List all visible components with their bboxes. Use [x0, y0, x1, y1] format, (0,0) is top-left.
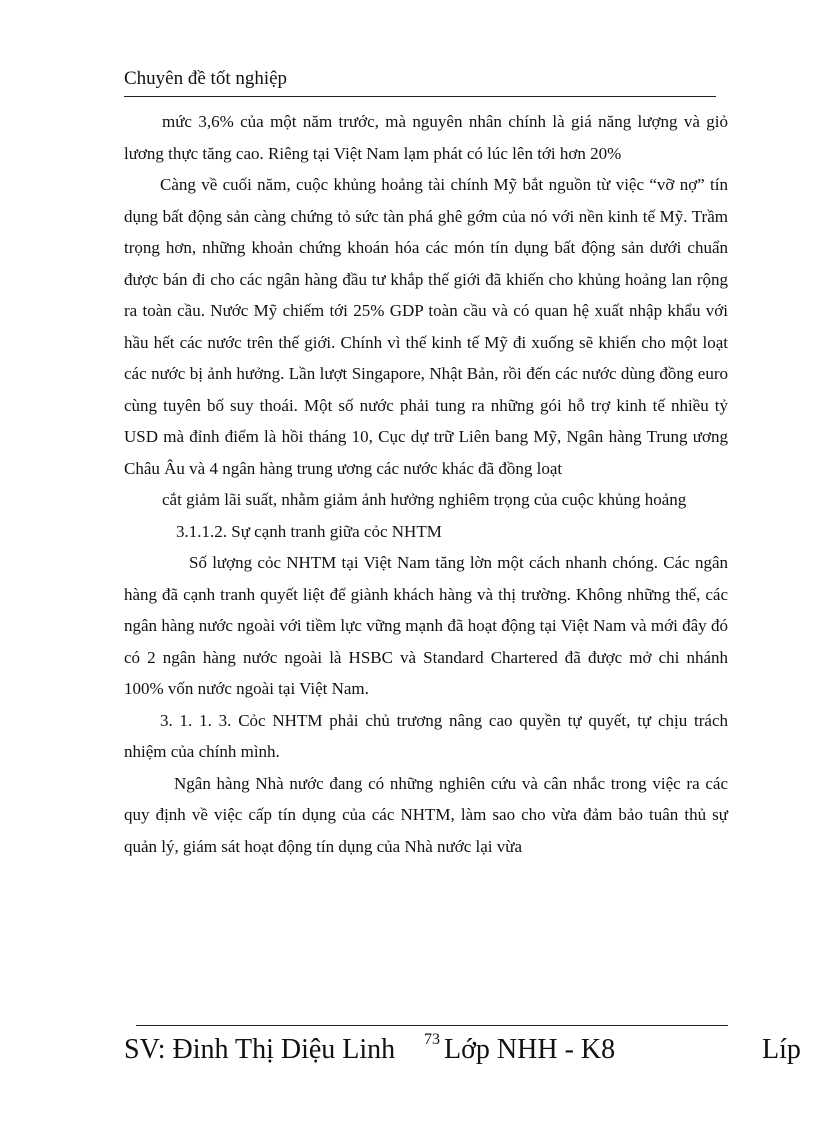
section-heading-competition: 3.1.1.2. Sự cạnh tranh giữa cỏc NHTM — [176, 521, 442, 541]
footer-extra-label: Líp — [762, 1034, 801, 1065]
paragraph-state-bank: Ngân hàng Nhà nước đang có những nghiên cứu và cân nhắc trong việc ra các quy định về việc cấp tín dụng của các NHTM, làm sao cho vừa đảm bảo tuân thủ sự quản lý, giám sát hoạt động tín dụng của Nhà nước lại vừa — [124, 773, 728, 856]
footer-class-label: Lớp NHH - K8 — [444, 1034, 616, 1065]
section-heading-autonomy: 3. 1. 1. 3. Cỏc NHTM phải chủ trương nâng cao quyền tự quyết, tự chịu trách nhiệm của chính mình. — [124, 710, 728, 761]
paragraph-us-crisis: Càng về cuối năm, cuộc khủng hoảng tài chính Mỹ bắt nguồn từ việc “vỡ nợ” tín dụng bất động sản càng chứng tỏ sức tàn phá ghê gớm của nó với nền kinh tế Mỹ. Trầm trọng hơn, những khoản chứng khoán hóa các món tín dụng bất động sản dưới chuẩn được bán đi cho các ngân hàng đầu tư khắp thế giới đã khiến cho khủng hoảng lan rộng ra toàn cầu. Nước Mỹ chiếm tới 25% GDP toàn cầu và có quan hệ xuất nhập khẩu với hầu hết các nước trên thế giới. Chính vì thế kinh tế Mỹ đi xuống sẽ khiến cho một loạt các nước bị ảnh hưởng. Lần lượt Singapore, Nhật Bản, rồi đến các nước dùng đồng euro cùng tuyên bố suy thoái. Một số nước phải tung ra những gói hỗ trợ kinh tế nhiều tỷ USD mà đỉnh điểm là hồi tháng 10, Cục dự trữ Liên bang Mỹ, Ngân hàng Trung ương Châu Âu và 4 ngân hàng trung ương các nước khác đã đồng loạt — [124, 175, 728, 478]
footer-divider — [136, 1025, 728, 1026]
paragraph-rate-cut: cắt giảm lãi suất, nhằm giảm ảnh hưởng nghiêm trọng của cuộc khủng hoảng — [162, 490, 687, 509]
header-title: Chuyên đề tốt nghiệp — [124, 68, 288, 89]
paragraph-competition: Số lượng cỏc NHTM tại Việt Nam tăng lờn một cách nhanh chóng. Các ngân hàng đã cạnh tranh quyết liệt để giành khách hàng và thị trường. Không những thế, các ngân hàng nước ngoài với tiềm lực vững mạnh đã hoạt động tại Việt Nam và mới đây đó có 2 ngân hàng nước ngoài là HSBC và Standard Chartered đã được mở chi nhánh 100% vốn nước ngoài tại Việt Nam. — [124, 553, 728, 698]
document-body — [124, 106, 728, 862]
page-number: 73 — [424, 1031, 440, 1048]
paragraph-inflation: mức 3,6% của một năm trước, mà nguyên nhân chính là giá năng lượng và giỏ lương thực tăng cao. Riêng tại Việt Nam lạm phát có lúc lên tới hơn 20% — [124, 112, 728, 163]
header-divider — [124, 96, 716, 97]
footer-student-name: SV: Đinh Thị Diệu Linh — [124, 1034, 396, 1065]
